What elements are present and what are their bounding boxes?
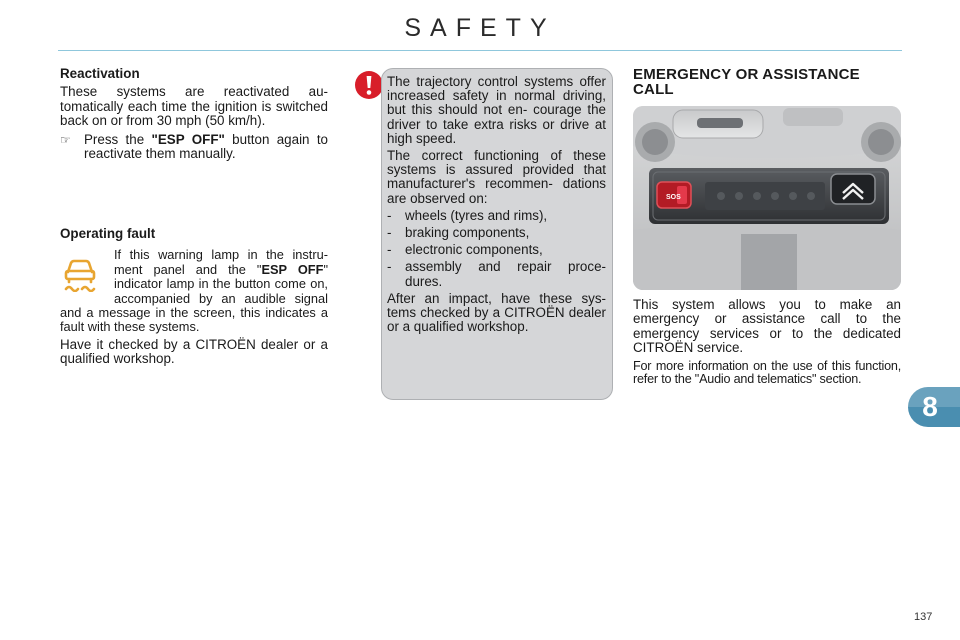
pointing-hand-icon: ☞ <box>60 132 71 147</box>
chapter-tab <box>908 387 960 427</box>
operating-fault-heading: Operating fault <box>60 226 156 241</box>
esp-off-indicator-label: ESP OFF <box>261 261 324 277</box>
reactivation-body: These systems are reactivated au- tomatically each time the ignition is switched back on or from 30 mph (50 km/h). <box>60 84 328 129</box>
warning-para-2: The correct functioning of these systems is assured provided that manufacturer's recommen- dations are observed on: <box>387 148 606 206</box>
fault-text-part2: " indicator lamp in the button come on, accompanied by an audible signal and a message in the screen, this indicates a fault with these systems. <box>60 261 328 335</box>
reactivation-bullet <box>60 133 328 162</box>
bullet-text-pre: Press the <box>84 131 152 147</box>
warning-para-3: After an impact, have these sys- tems checked by a CITROËN dealer or a qualified workshop. <box>387 290 606 335</box>
reactivation-section <box>60 67 328 161</box>
esp-off-label: "ESP OFF" <box>151 131 225 147</box>
emergency-more-info: For more information on the use of this function, refer to the "Audio and telematics" section. <box>633 359 901 387</box>
esp-warning-lamp-icon <box>60 252 108 296</box>
bullet-text-post: button again to reactivate them manually. <box>84 131 328 162</box>
operating-fault-section <box>60 227 328 367</box>
exclamation-warning-icon <box>354 70 384 100</box>
reactivation-heading: Reactivation <box>60 66 140 81</box>
emergency-console-photo <box>633 106 901 290</box>
page-number: 137 <box>914 611 933 623</box>
warning-list <box>387 209 606 289</box>
sos-button-label: SOS <box>666 194 681 201</box>
reactivation-bullet-text <box>84 133 328 162</box>
operating-fault-advice: Have it checked by a CITROËN dealer or a qualified workshop. <box>60 336 328 367</box>
chapter-number: 8 <box>922 391 938 422</box>
emergency-section <box>633 67 901 97</box>
emergency-description: This system allows you to make an emergency or assistance call to the emergency services or to the dedicated CITROËN service. <box>633 297 901 356</box>
list-item: - electronic components, <box>387 242 543 258</box>
title-divider <box>58 50 902 51</box>
list-item: - assembly and repair proce- dures. <box>387 259 606 289</box>
emergency-heading: EMERGENCY OR ASSISTANCE CALL <box>633 66 860 98</box>
fault-text-part1: If this warning lamp in the instru- ment panel and the " <box>114 247 328 277</box>
warning-box <box>381 68 613 400</box>
page-title: SAFETY <box>404 14 556 42</box>
list-item: - wheels (tyres and rims), <box>387 207 548 223</box>
list-item: - braking components, <box>387 225 530 241</box>
warning-para-1: The trajectory control systems offer increased safety in normal driving, but this should not en- courage the driver to take extra risks or drive at high speed. <box>387 74 606 146</box>
